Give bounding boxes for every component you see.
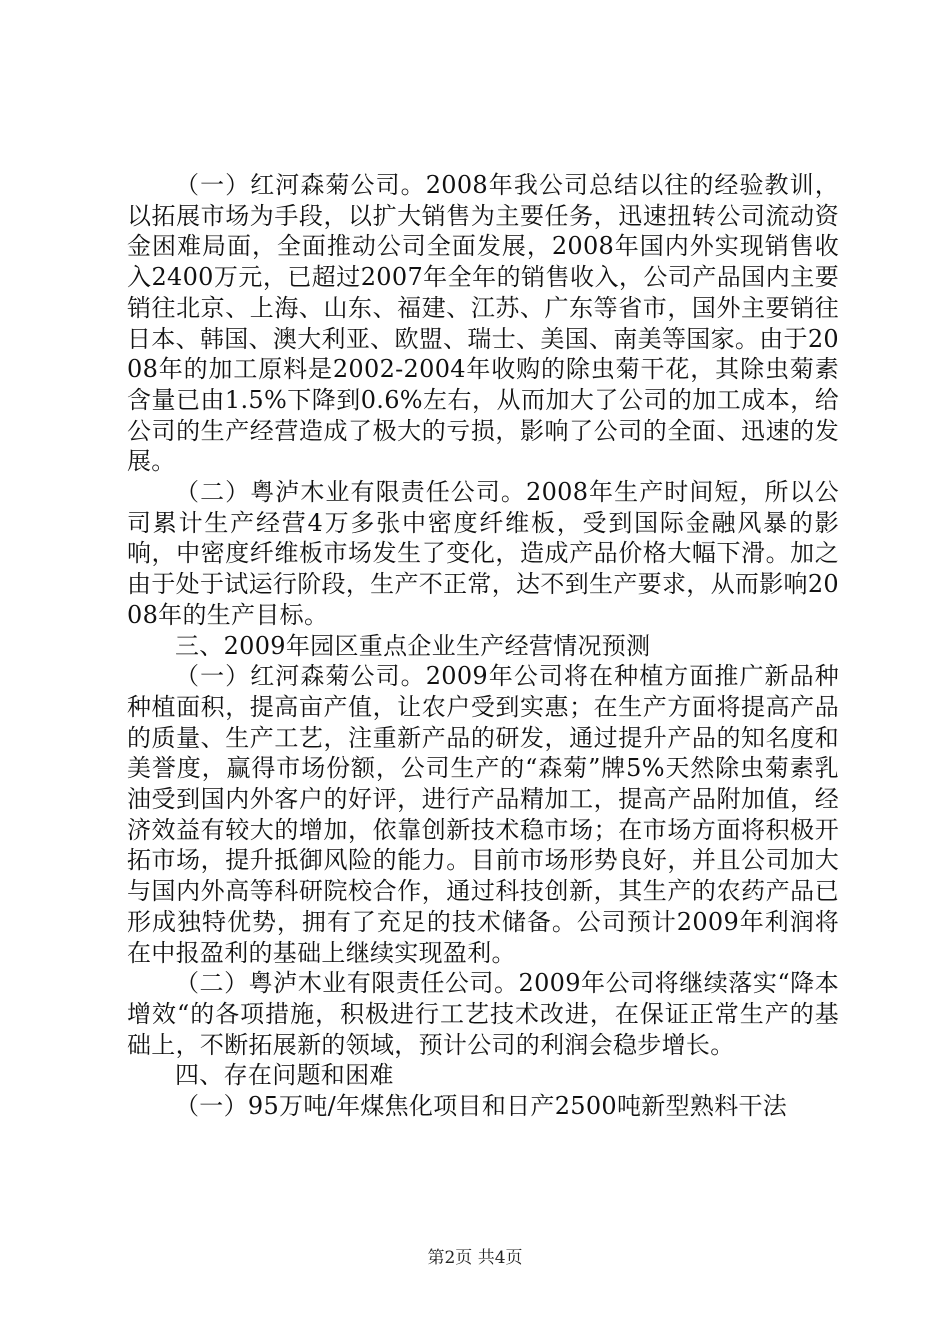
paragraph-honghe-2008: （一）红河森菊公司。2008年我公司总结以往的经验教训，以拓展市场为手段，以扩大销售为主要任务，迅速扭转公司流动资金困难局面，全面推动公司全面发展，2008年国内外实现销售收入2400万元，已超过2007年全年的销售收入，公司产品国内主要销往北京、上海、山东、福建、江苏、广东等省市，国外主要销往日本、韩国、澳大利亚、欧盟、瑞士、美国、南美等国家。由于2008年的加工原料是2002-2004年收购的除虫菊干花，其除虫菊素含量已由1.5%下降到0.6%左右，从而加大了公司的加工成本，给公司的生产经营造成了极大的亏损，影响了公司的全面、迅速的发展。 bbox=[127, 171, 839, 476]
paragraph-honghe-2009: （一）红河森菊公司。2009年公司将在种植方面推广新品种种植面积，提高亩产值，让农户受到实惠；在生产方面将提高产品的质量、生产工艺，注重新产品的研发，通过提升产品的知名度和美誉度，赢得市场份额，公司生产的“森菊”牌5%天然除虫菊素乳油受到国内外客户的好评，进行产品精加工，提高产品附加值，经济效益有较大的增加，依靠创新技术稳市场；在市场方面将积极开拓市场，提升抵御风险的能力。目前市场形势良好，并且公司加大与国内外高等科研院校合作，通过科技创新，其生产的农药产品已形成独特优势，拥有了充足的技术储备。公司预计2009年利润将在中报盈利的基础上继续实现盈利。 bbox=[127, 662, 839, 967]
page-footer: 第2页 共4页 bbox=[427, 1248, 523, 1268]
paragraph-coking-project: （一）95万吨/年煤焦化项目和日产2500吨新型熟料干法 bbox=[175, 1092, 788, 1121]
section-heading-problems: 四、存在问题和困难 bbox=[175, 1061, 394, 1090]
paragraph-yuelu-2009: （二）粤泸木业有限责任公司。2009年公司将继续落实“降本增效“的各项措施，积极进行工艺技术改进，在保证正常生产的基础上，不断拓展新的领域，预计公司的利润会稳步增长。 bbox=[127, 969, 839, 1059]
document-body bbox=[127, 170, 839, 1122]
paragraph-yuelu-2008: （二）粤泸木业有限责任公司。2008年生产时间短，所以公司累计生产经营4万多张中密度纤维板，受到国际金融风暴的影响，中密度纤维板市场发生了变化，造成产品价格大幅下滑。加之由于处于试运行阶段，生产不正常，达不到生产要求，从而影响2008年的生产目标。 bbox=[127, 478, 839, 629]
section-heading-forecast-2009: 三、2009年园区重点企业生产经营情况预测 bbox=[175, 631, 651, 660]
